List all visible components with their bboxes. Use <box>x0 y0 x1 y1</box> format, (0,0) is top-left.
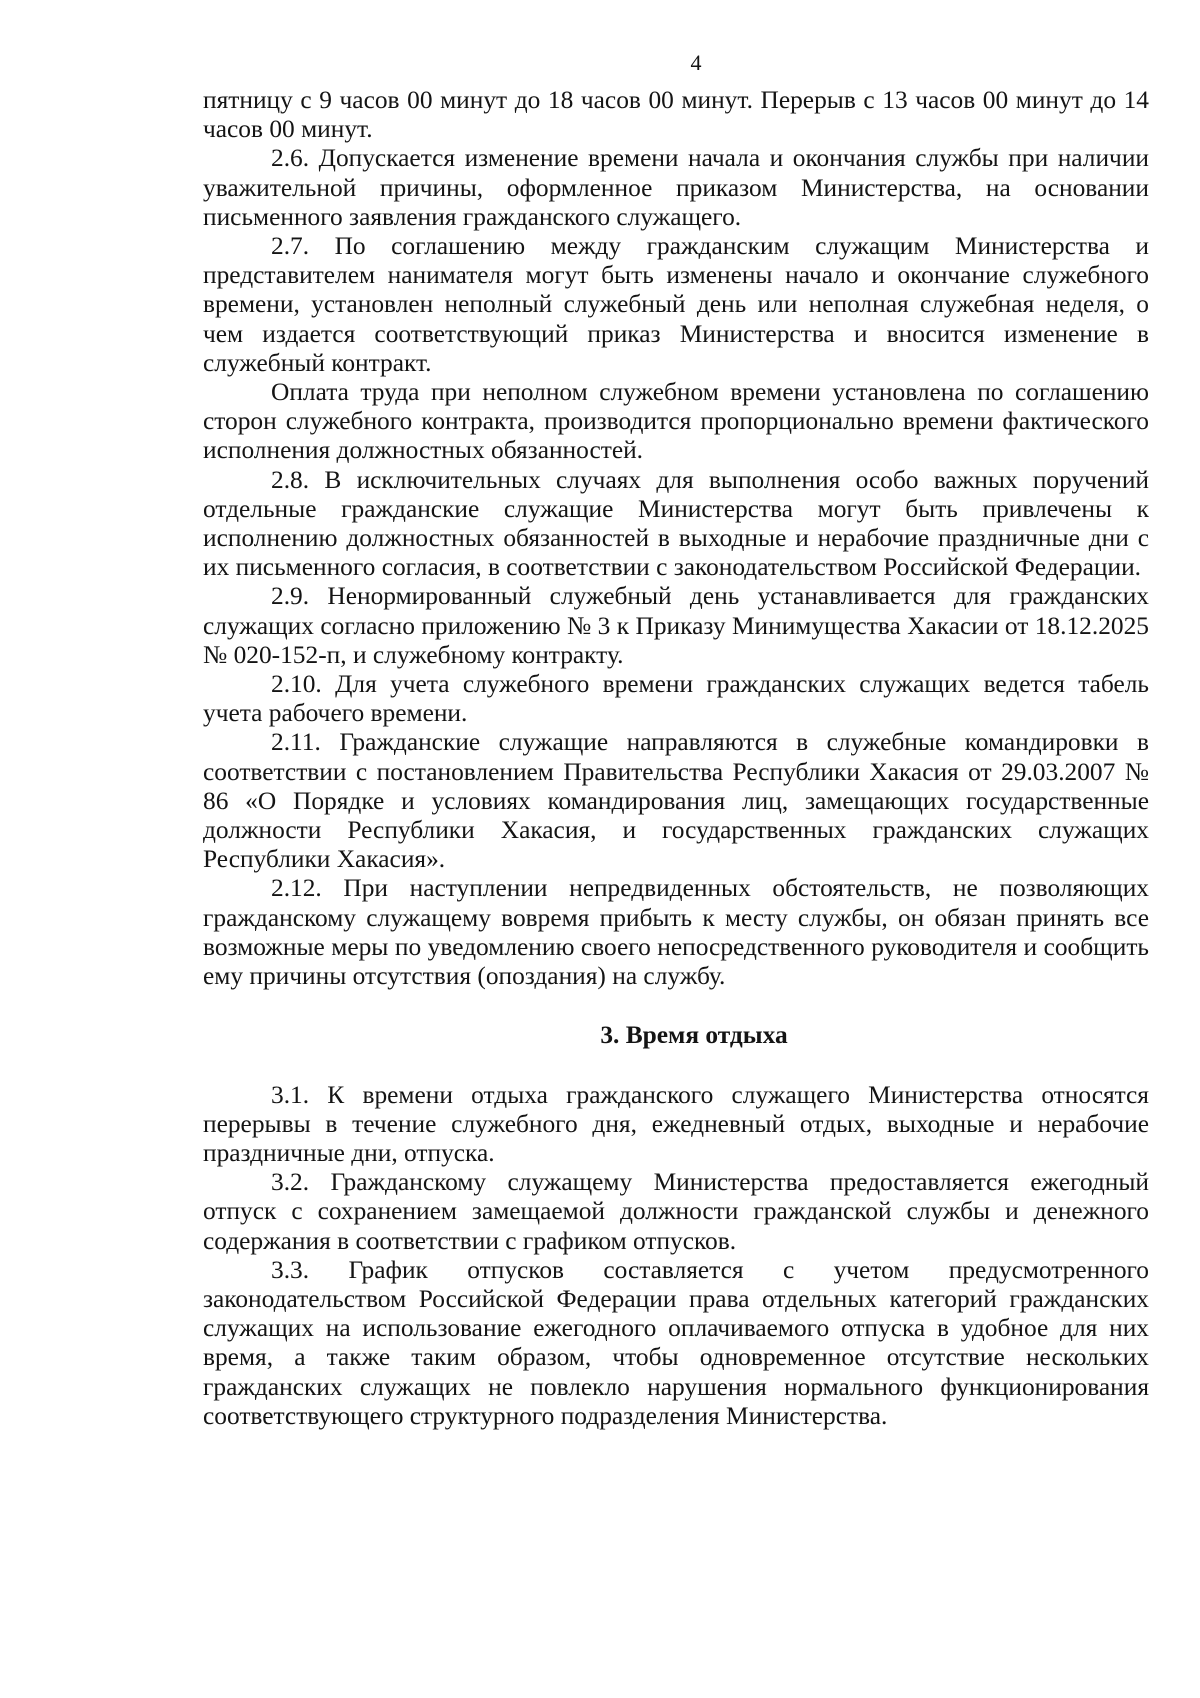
page-number: 4 <box>690 50 702 75</box>
section-3-body <box>203 1081 1149 1431</box>
paragraph-2-11: 2.11. Гражданские служащие направляются в служебные командировки в соответствии с постановлением Правительства Республики Хакасия от 29.03.2007 № 86 «О Порядке и условиях командирования лиц, замещающих государственные должности Республики Хакасия, и государственных гражданских служащих Республики Хакасия». <box>203 728 1149 874</box>
paragraph-3-2: 3.2. Гражданскому служащему Министерства предоставляется ежегодный отпуск с сохранением замещаемой должности гражданской службы и денежного содержания в соответствии с графиком отпусков. <box>203 1168 1149 1255</box>
section-2-body <box>203 86 1149 991</box>
paragraph-2-7-pay: Оплата труда при неполном служебном времени установлена по соглашению сторон служебного контракта, производится пропорционально времени фактического исполнения должностных обязанностей. <box>203 378 1149 465</box>
paragraph-2-6: 2.6. Допускается изменение времени начала и окончания службы при наличии уважительной причины, оформленное приказом Министерства, на основании письменного заявления гражданского служащего. <box>203 144 1149 231</box>
paragraph-3-1: 3.1. К времени отдыха гражданского служащего Министерства относятся перерывы в течение служебного дня, ежедневный отдых, выходные и нерабочие праздничные дни, отпуска. <box>203 1080 1149 1167</box>
paragraph-2-10: 2.10. Для учета служебного времени гражданских служащих ведется табель учета рабочего времени. <box>203 670 1149 728</box>
paragraph-2-12: 2.12. При наступлении непредвиденных обстоятельств, не позволяющих гражданскому служащему вовремя прибыть к месту службы, он обязан принять все возможные меры по уведомлению своего непосредственного руководителя и сообщить ему причины отсутствия (опоздания) на службу. <box>203 874 1149 991</box>
paragraph-2-7: 2.7. По соглашению между гражданским служащим Министерства и представителем нанимателя могут быть изменены начало и окончание служебного времени, установлен неполный служебный день или неполная служебная неделя, о чем издается соответствующий приказ Министерства и вносится изменение в служебный контракт. <box>203 232 1149 377</box>
document-page <box>203 50 1149 1431</box>
paragraph-2-9: 2.9. Ненормированный служебный день устанавливается для гражданских служащих согласно приложению № 3 к Приказу Минимущества Хакасии от 18.12.2025 № 020-152-п, и служебному контракту. <box>203 582 1149 669</box>
paragraph-2-8: 2.8. В исключительных случаях для выполнения особо важных поручений отдельные гражданские служащие Министерства могут быть привлечены к исполнению должностных обязанностей в выходные и нерабочие праздничные дни с их письменного согласия, в соответствии с законодательством Российской Федерации. <box>203 465 1149 582</box>
paragraph-3-3: 3.3. График отпусков составляется с учетом предусмотренного законодательством Российской Федерации права отдельных категорий гражданских служащих на использование ежегодного оплачиваемого отпуска в удобное для них время, а также таким образом, чтобы одновременное отсутствие нескольких гражданских служащих не повлекло нарушения нормального функционирования соответствующего структурного подразделения Министерства. <box>203 1255 1149 1430</box>
paragraph-continuation: пятницу с 9 часов 00 минут до 18 часов 00 минут. Перерыв с 13 часов 00 минут до 14 часов 00 минут. <box>203 86 1149 144</box>
section-heading: 3. Время отдыха <box>600 1021 788 1050</box>
